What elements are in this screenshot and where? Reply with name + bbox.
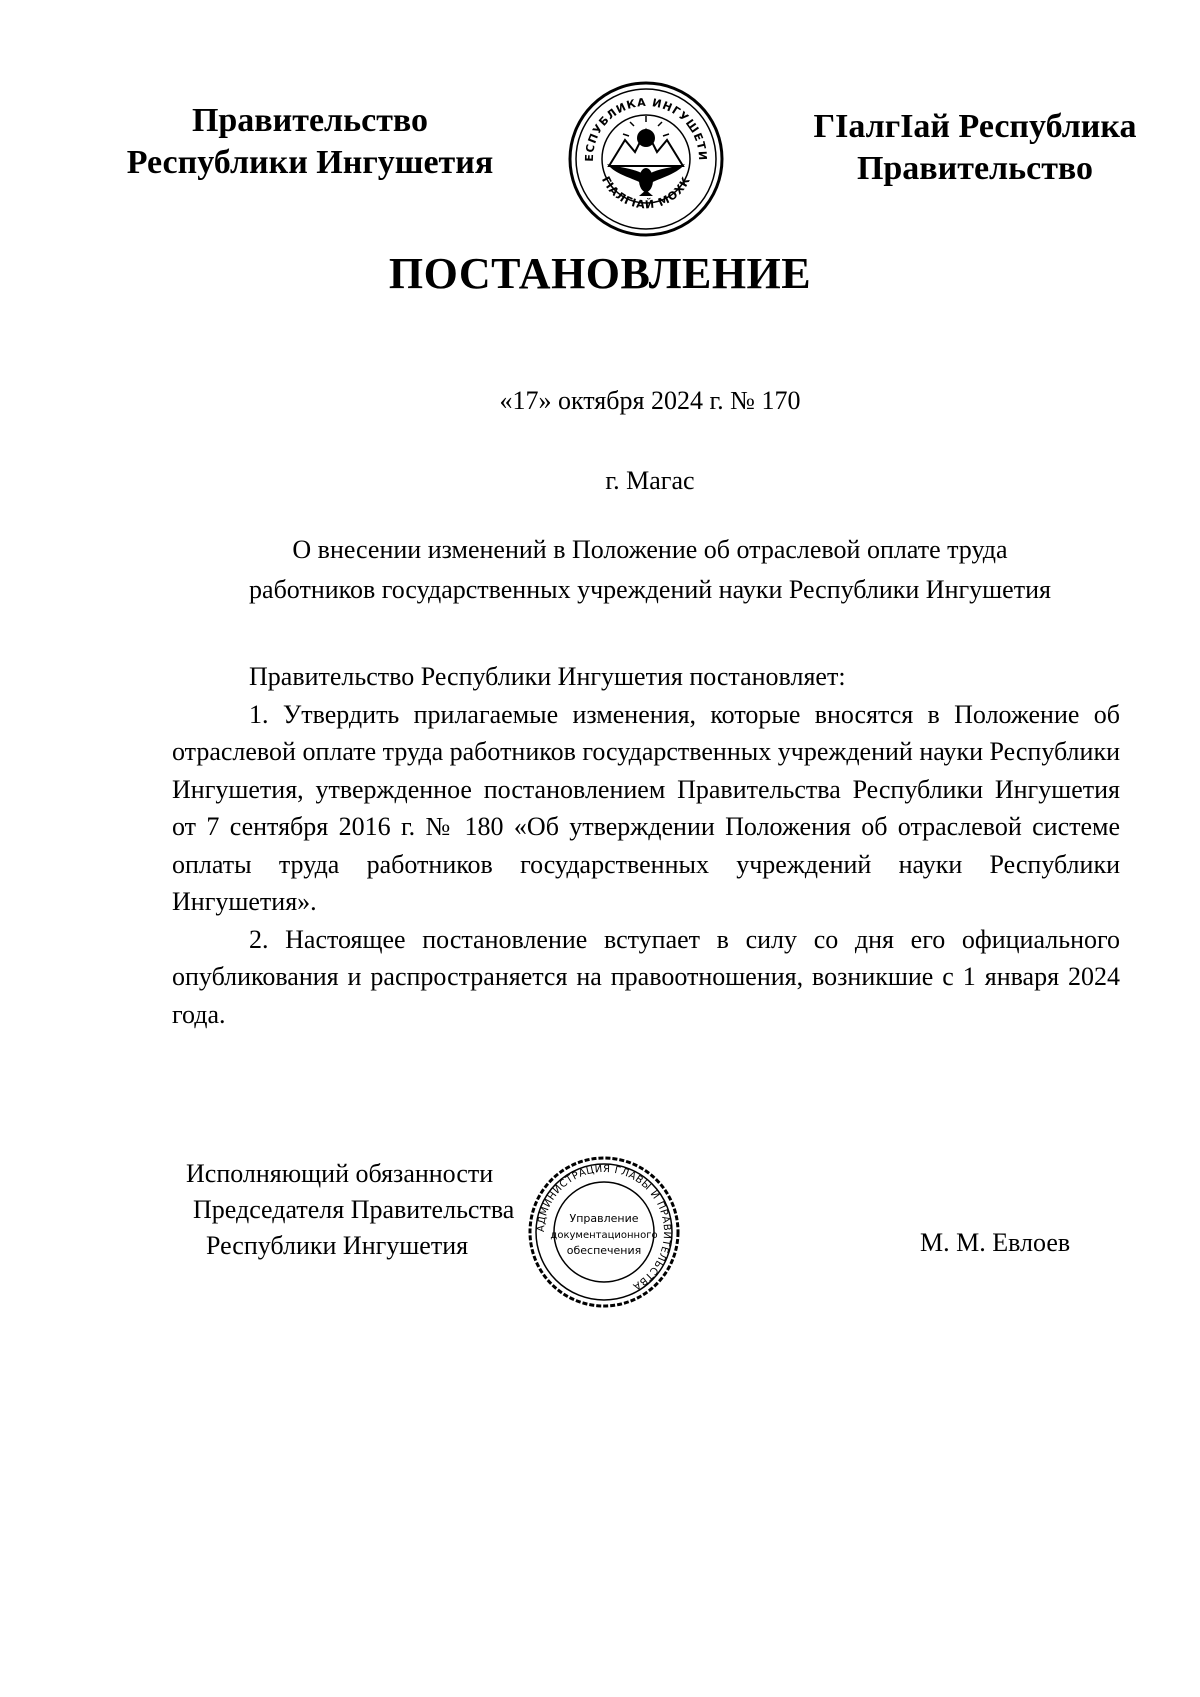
- subject-line2: работников государственных учреждений науки Республики Ингушетия: [249, 575, 1051, 604]
- header-left-line1: Правительство: [191, 102, 429, 139]
- signature-position-line1: Исполняющий обязанности: [186, 1159, 494, 1188]
- stamp-ring-text: АДМИНИСТРАЦИЯ ГЛАВЫ И ПРАВИТЕЛЬСТВА: [535, 1163, 673, 1292]
- body-preamble: Правительство Республики Ингушетия постановляет:: [249, 662, 846, 691]
- header-right-government-name: [785, 106, 1165, 190]
- stamp-line3: обеспечения: [566, 1244, 642, 1257]
- header-left-line2: Республики Ингушетия: [126, 144, 494, 181]
- signatory-name: М. М. Евлоев: [920, 1228, 1071, 1257]
- stamp-line2: документационного: [550, 1230, 658, 1241]
- document-place: г. Магас: [605, 466, 695, 495]
- signature-position-line3: Республики Ингушетия: [206, 1231, 469, 1260]
- header-right-line1: ГIалгIай Республика: [813, 108, 1137, 145]
- signature-position-line2: Председателя Правительства: [193, 1195, 515, 1224]
- coat-of-arms-emblem-icon: [565, 78, 727, 240]
- subject-line1: О внесении изменений в Положение об отраслевой оплате труда: [292, 535, 1008, 564]
- body-item-1: 1. Утвердить прилагаемые изменения, которые вносятся в Положение об отраслевой оплате труда работников государственных учреждений науки Республики Ингушетия, утвержденное постановлением Правительства Республики Ингушетия от 7 сентября 2016 г. № 180 «Об утверждении Положения об отраслевой системе оплаты труда работников государственных учреждений науки Республики Ингушетия».: [172, 699, 1120, 916]
- document-title: ПОСТАНОВЛЕНИЕ: [388, 249, 812, 298]
- emblem-top-text: ЕСПУБЛИКА ИНГУШЕТИ: [582, 95, 710, 162]
- signature-position: [180, 1156, 540, 1264]
- stamp-line1: Управление: [569, 1212, 639, 1225]
- document-body: [172, 658, 1120, 1033]
- header-right-line2: Правительство: [856, 150, 1094, 187]
- body-item-2: 2. Настоящее постановление вступает в силу со дня его официального опубликования и распространяется на правоотношения, возникшие с 1 января 2024 года.: [172, 924, 1120, 1029]
- document-date-number: «17» октября 2024 г. № 170: [499, 386, 801, 415]
- document-subject: [200, 530, 1100, 610]
- round-stamp-icon: [524, 1152, 684, 1312]
- emblem-bottom-text: ГIАЛГIАЙ МОХК: [598, 174, 694, 212]
- header-left-government-name: [100, 100, 520, 184]
